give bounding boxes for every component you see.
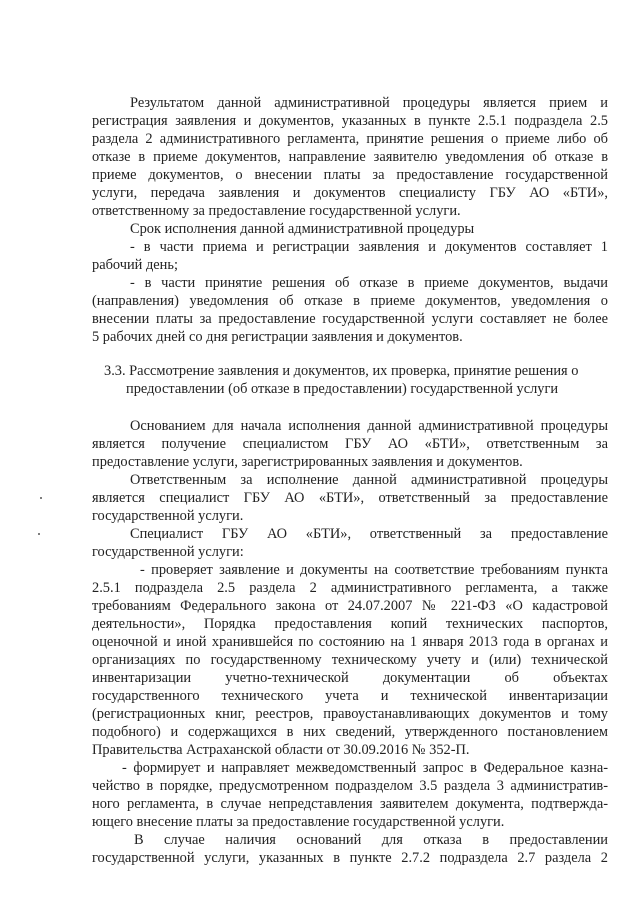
text-line: отказе в приеме документов, направление заявителю уведомления об отказе в bbox=[92, 149, 608, 165]
text-line: Правительства Астраханской области от 30.09.2016 № 352-П. bbox=[92, 742, 470, 758]
text-line: раздела 2 административного регламента, принятие решения о приеме либо об bbox=[92, 131, 608, 147]
text-line: государственной услуги, указанных в пункте 2.7.2 подраздела 2.7 раздела 2 bbox=[92, 850, 608, 866]
text-line: государственной услуги. bbox=[92, 508, 244, 524]
text-line: ного регламента, в случае непредставления заявителем документа, подтвержда- bbox=[92, 796, 608, 812]
text-line: является получение специалистом ГБУ АО «БТИ», ответственным за bbox=[92, 436, 608, 452]
text-line: оценочной и иной хранившейся по состоянию на 1 января 2013 года в органах и bbox=[92, 634, 608, 650]
text-line: внесении платы за предоставление государственной услуги составляет не более bbox=[92, 311, 608, 327]
text-line: (направления) уведомления об отказе в приеме документов, уведомления о bbox=[92, 293, 608, 309]
text-line: является специалист ГБУ АО «БТИ», ответственный за предоставление bbox=[92, 490, 608, 506]
text-line: рабочий день; bbox=[92, 257, 178, 273]
text-line: Результатом данной административной процедуры является прием и bbox=[130, 95, 608, 111]
text-line: 2.5.1 подраздела 2.5 раздела 2 административного регламента, а также bbox=[92, 580, 608, 596]
text-line: Основанием для начала исполнения данной административной процедуры bbox=[130, 418, 608, 434]
text-line: услуги, передача заявления и документов специалисту ГБУ АО «БТИ», bbox=[92, 185, 608, 201]
text-line: подобного) и содержащихся в них сведений, утвержденного постановлением bbox=[92, 724, 608, 740]
text-line: Ответственным за исполнение данной административной процедуры bbox=[130, 472, 608, 488]
section-heading: предоставлении (об отказе в предоставлении) государственной услуги bbox=[126, 381, 559, 397]
scan-speck bbox=[40, 497, 42, 499]
text-line: чейство в порядке, предусмотренном подразделом 3.5 раздела 3 административ- bbox=[92, 778, 608, 794]
text-line: (регистрационных книг, реестров, правоустанавливающих документов и тому bbox=[92, 706, 608, 722]
text-line: Специалист ГБУ АО «БТИ», ответственный за предоставление bbox=[130, 526, 608, 542]
text-line: - в части приема и регистрации заявления и документов составляет 1 bbox=[130, 239, 608, 255]
text-line: государственного технического учета и технической инвентаризации bbox=[92, 688, 608, 704]
section-heading: 3.3. Рассмотрение заявления и документов, их проверка, принятие решения о bbox=[104, 363, 579, 379]
text-line: приеме документов, о внесении платы за предоставление государственной bbox=[92, 167, 608, 183]
scan-speck bbox=[38, 533, 40, 535]
text-line: - в части принятие решения об отказе в приеме документов, выдачи bbox=[130, 275, 608, 291]
text-line: государственной услуги: bbox=[92, 544, 244, 560]
text-line: регистрация заявления и документов, указанных в пункте 2.5.1 подраздела 2.5 bbox=[92, 113, 608, 129]
text-line: ответственному за предоставление государственной услуги. bbox=[92, 203, 461, 219]
text-line: требованиям Федерального закона от 24.07.2007 № 221-ФЗ «О кадастровой bbox=[92, 598, 608, 614]
text-line: инвентаризации учетно-технической документации об объектах bbox=[92, 670, 608, 686]
text-line: деятельности», Порядка предоставления копий технических паспортов, bbox=[92, 616, 608, 632]
text-line: 5 рабочих дней со дня регистрации заявления и документов. bbox=[92, 329, 463, 345]
text-line: предоставление услуги, зарегистрированных заявления и документов. bbox=[92, 454, 523, 470]
text-line: - формирует и направляет межведомственный запрос в Федеральное казна- bbox=[122, 760, 608, 776]
text-line: ющего внесение платы за предоставление государственной услуги. bbox=[92, 814, 505, 830]
text-line: В случае наличия оснований для отказа в предоставлении bbox=[134, 832, 608, 848]
text-line: Срок исполнения данной административной процедуры bbox=[130, 221, 475, 237]
text-line: - проверяет заявление и документы на соответствие требованиям пункта bbox=[140, 562, 608, 578]
text-line: организациях по государственному техническому учету и (или) технической bbox=[92, 652, 608, 668]
